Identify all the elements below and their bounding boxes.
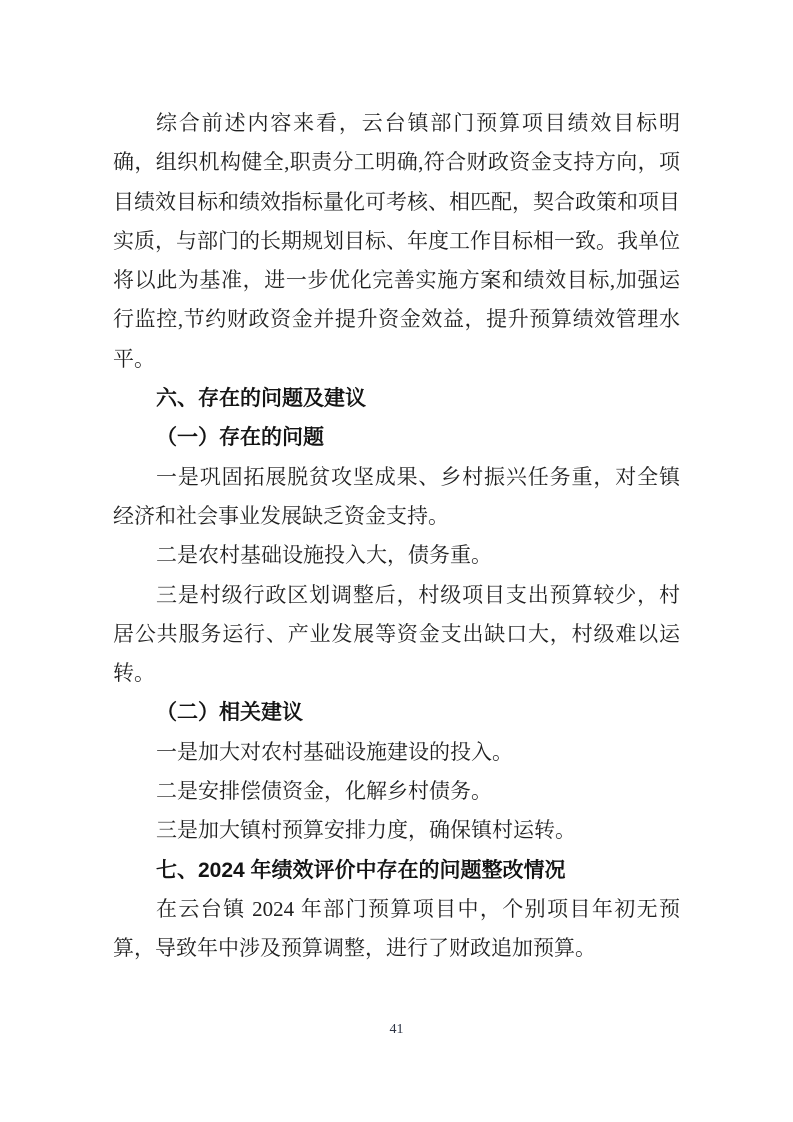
paragraph: 综合前述内容来看，云台镇部门预算项目绩效目标明确，组织机构健全,职责分工明确,符合财政资金支持方向，项目绩效目标和绩效指标量化可考核、相匹配，契合政策和项目实质，与部门的长期规划目标、年度工作目标相一致。我单位将以此为基准，进一步优化完善实施方案和绩效目标,加强运行监控,节约财政资金并提升资金效益，提升预算绩效管理水平。 xyxy=(113,111,680,371)
paragraph: 三是加大镇村预算安排力度，确保镇村运转。 xyxy=(156,818,576,843)
paragraph: 二是安排偿债资金，化解乡村债务。 xyxy=(156,779,492,804)
page-number: 41 xyxy=(389,1022,404,1037)
document-content xyxy=(113,104,680,969)
paragraph: 在云台镇 2024 年部门预算项目中，个别项目年初无预算，导致年中涉及预算调整，进行了财政追加预算。 xyxy=(113,896,680,961)
paragraph: 一是加大对农村基础设施建设的投入。 xyxy=(156,739,513,764)
paragraph: 二是农村基础设施投入大，债务重。 xyxy=(156,543,492,568)
paragraph: 一是巩固拓展脱贫攻坚成果、乡村振兴任务重，对全镇经济和社会事业发展缺乏资金支持。 xyxy=(113,464,680,528)
section-heading: 六、存在的问题及建议 xyxy=(156,387,366,411)
section-heading: 七、2024 年绩效评价中存在的问题整改情况 xyxy=(156,858,566,882)
paragraph: 三是村级行政区划调整后，村级项目支出预算较少，村居公共服务运行、产业发展等资金支出缺口大，村级难以运转。 xyxy=(113,582,680,686)
page-footer xyxy=(0,1021,793,1039)
section-heading: （一）存在的问题 xyxy=(156,425,324,450)
section-heading: （二）相关建议 xyxy=(156,700,303,725)
